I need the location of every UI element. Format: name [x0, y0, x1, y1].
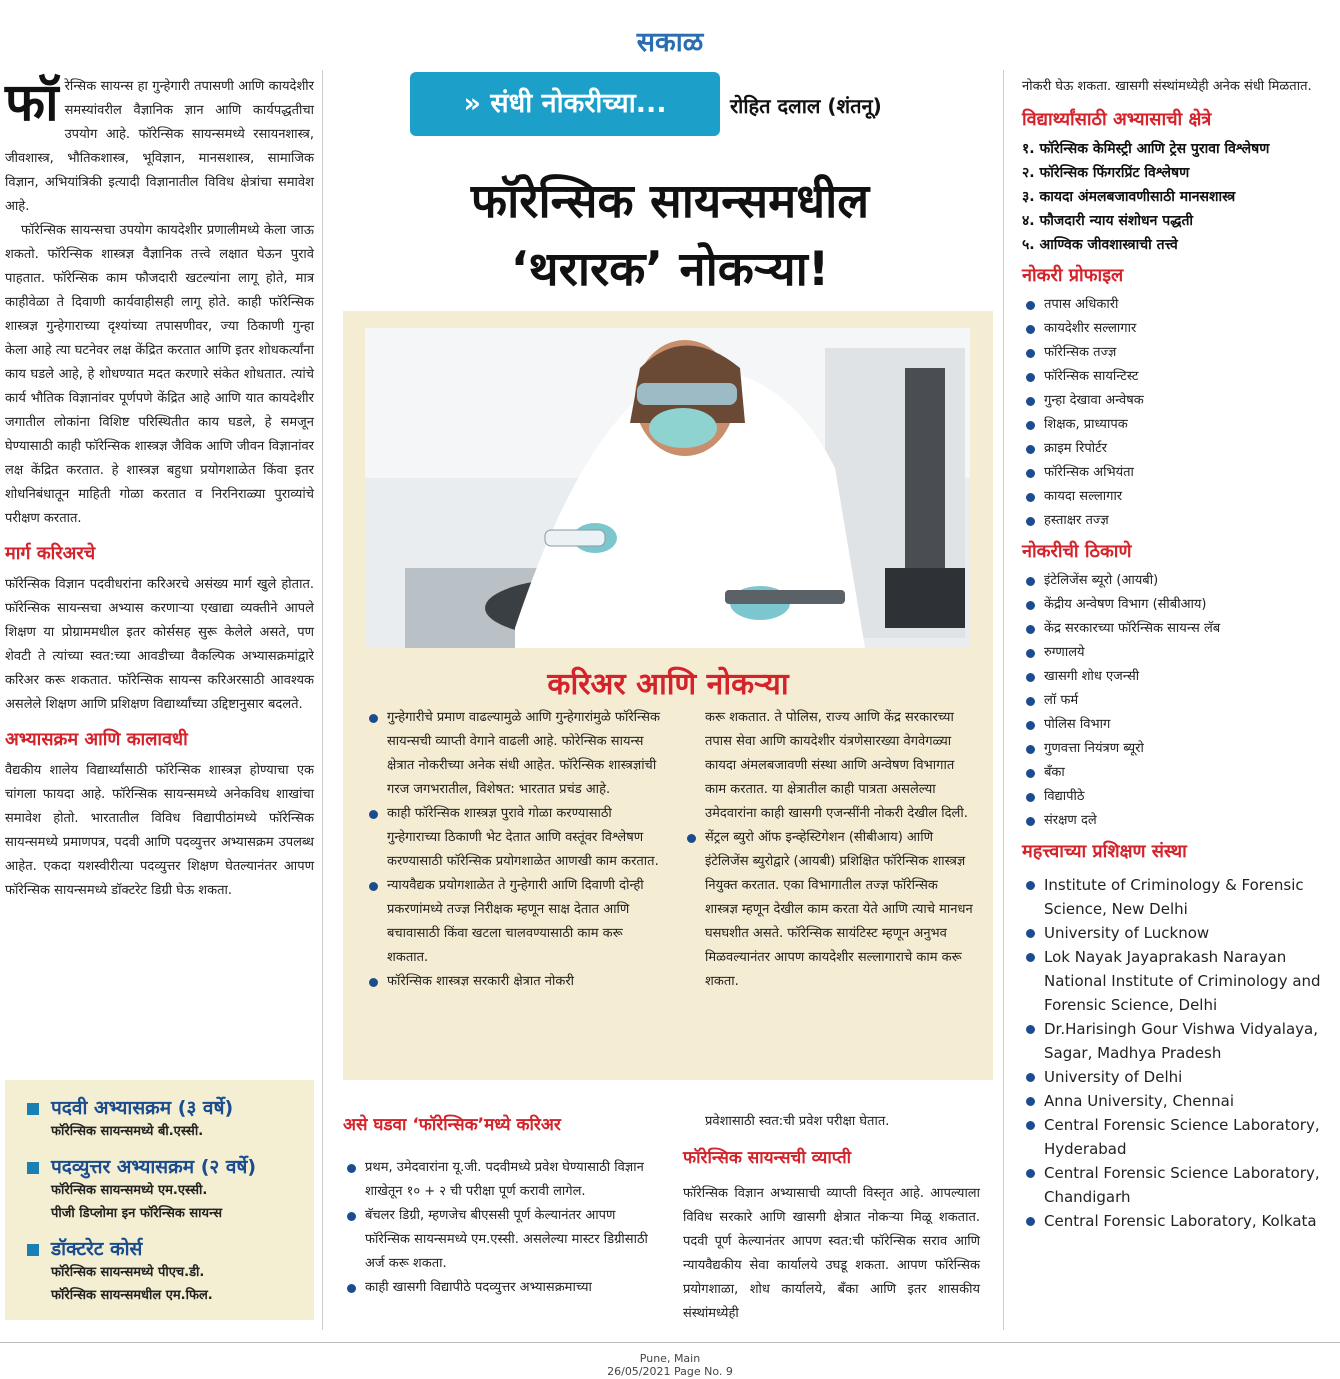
institute-item: Lok Nayak Jayaprakash Narayan National Institute of Criminology and Forensic Science, Delhi [1022, 945, 1334, 1017]
heading-abhyas: अभ्यासक्रम आणि कालावधी [5, 729, 188, 750]
right-column [1022, 75, 1334, 1233]
profile-item: क्राइम रिपोर्टर [1022, 437, 1334, 461]
course-title [27, 1094, 306, 1120]
right-cont-text: नोकरी घेऊ शकता. खासगी संस्थांमध्येही अनेक संधी मिळतात. [1022, 79, 1312, 94]
course-line: फॉरेन्सिक सायन्समध्ये पीएच.डी. [51, 1265, 205, 1280]
profile-item: कायदा सल्लागार [1022, 485, 1334, 509]
heading-kshetra: विद्यार्थ्यांसाठी अभ्यासाची क्षेत्रे [1022, 109, 1212, 130]
ghadva-bullet: काही खासगी विद्यापीठे पदव्युत्तर अभ्यासक्रमाच्या [343, 1276, 663, 1300]
heading-thikane: नोकरीची ठिकाणे [1022, 541, 1132, 562]
footer-edition: Pune, Main [639, 1352, 701, 1365]
ghadva-title: असे घडवा ‘फॉरेन्सिक’मध्ये करिअर [343, 1115, 561, 1135]
vyapti-text: फॉरेन्सिक विज्ञान अभ्यासाची व्याप्ती विस्तृत आहे. आपल्याला विविध सरकारे आणि खासगी क्षेत्रात नोकऱ्या मिळू शकतात. पदवी पूर्ण केल्यानंतर आपण स्वत:ची फॉरेन्सिक सराव आणि न्यायवैद्यकीय सेवा कार्यालये उघडू शकता. आपण फॉरेन्सिक प्रयोगशाळा, शोध कार्यालये, बँका आणि इतर शासकीय संस्थांमध्येही [683, 1186, 980, 1321]
institute-item: University of Delhi [1022, 1065, 1334, 1089]
thikane-item: पोलिस विभाग [1022, 713, 1334, 737]
institute-item: Anna University, Chennai [1022, 1089, 1334, 1113]
thikane-item: केंद्रीय अन्वेषण विभाग (सीबीआय) [1022, 593, 1334, 617]
course-title-text: पदवी अभ्यासक्रम (३ वर्षे) [51, 1097, 234, 1119]
career-bullet: सेंट्रल ब्युरो ऑफ इन्व्हेस्टिगेशन (सीबीआय) आणि इंटेलिजेंस ब्युरोद्वारे (आयबी) प्रशिक्षित फॉरेन्सिक शास्त्रज्ञ नियुक्त करतात. एका विभागातील तज्ज्ञ फॉरेन्सिक शास्त्रज्ञ म्हणून देखील काम करता येते आणि त्याचे मानधन घसघशीत असते. फॉरेन्सिक सायंटिस्ट म्हणून अनुभव मिळवल्यानंतर आपण कायदेशीर सल्लागाराचे काम करू शकता. [683, 826, 973, 994]
square-bullet-icon [27, 1162, 39, 1174]
career-col-2-cont: करू शकतात. ते पोलिस, राज्य आणि केंद्र सरकारच्या तपास सेवा आणि कायदेशीर यंत्रणेसारख्या वेगवेगळ्या कायदा अंमलबजावणी संस्था आणि अन्वेषण विभागात काम करतात. या क्षेत्रातील काही पात्रता असलेल्या उमेदवारांना काही खासगी एजन्सींनी नोकरी देखील दिली. [705, 710, 968, 821]
headline-line-2: ‘थरारक’ नोकऱ्या! [510, 242, 830, 297]
kshetra-item: ५. आण्विक जीवशास्त्राची तत्त्वे [1022, 237, 1178, 253]
career-bullet: काही फॉरेन्सिक शास्त्रज्ञ पुरावे गोळा करण्यासाठी गुन्हेगाराच्या ठिकाणी भेट देतात आणि वस्तूंवर विश्लेषण करण्यासाठी फॉरेन्सिक प्रयोगशाळेत आणखी काम करतात. [365, 802, 660, 874]
series-tag: » संधी नोकरीच्या... [410, 72, 720, 136]
course-line: पीजी डिप्लोमा इन फॉरेन्सिक सायन्स [51, 1206, 223, 1221]
footer-rule [0, 1342, 1340, 1343]
profile-item: कायदेशीर सल्लागार [1022, 317, 1334, 341]
lab-photo [365, 328, 970, 648]
scientist-illustration [365, 328, 970, 648]
column-divider [1003, 70, 1004, 1330]
thikane-item: बँका [1022, 761, 1334, 785]
square-bullet-icon [27, 1244, 39, 1256]
thikane-item: केंद्र सरकारच्या फॉरेन्सिक सायन्स लॅब [1022, 617, 1334, 641]
profile-item: गुन्हा देखावा अन्वेषक [1022, 389, 1334, 413]
career-bullet: गुन्हेगारीचे प्रमाण वाढल्यामुळे आणि गुन्हेगारांमुळे फॉरेन्सिक सायन्सची व्याप्ती वेगाने वाढली आहे. फोरेन्सिक सायन्स क्षेत्रात नोकरीच्या अनेक संधी आहेत. फॉरेन्सिक शास्त्रज्ञांची गरज जगभरातील, विशेषत: भारतात प्रचंड आहे. [365, 706, 660, 802]
kshetra-item: ४. फौजदारी न्याय संशोधन पद्धती [1022, 213, 1194, 229]
thikane-item: गुणवत्ता नियंत्रण ब्यूरो [1022, 737, 1334, 761]
institute-item: Central Forensic Laboratory, Kolkata [1022, 1209, 1334, 1233]
course-line: फॉरेन्सिक सायन्समध्ये बी.एस्सी. [51, 1124, 204, 1139]
thikane-item: खासगी शोध एजन्सी [1022, 665, 1334, 689]
course-title-text: डॉक्टरेट कोर्स [51, 1238, 143, 1260]
thikane-item: रुग्णालये [1022, 641, 1334, 665]
institute-item: Dr.Harisingh Gour Vishwa Vidyalaya, Sagar, Madhya Pradesh [1022, 1017, 1334, 1065]
thikane-item: लॉ फर्म [1022, 689, 1334, 713]
masthead-logo: सकाळ [636, 27, 704, 58]
ghadva-bullet: बॅचलर डिग्री, म्हणजेच बीएससी पूर्ण केल्यानंतर आपण फॉरेन्सिक सायन्समध्ये एम.एस्सी. असलेल्या मास्टर डिग्रीसाठी अर्ज करू शकता. [343, 1204, 663, 1276]
abhyas-text: वैद्यकीय शालेय विद्यार्थ्यांसाठी फॉरेन्सिक शास्त्रज्ञ होण्याचा एक चांगला फायदा आहे. फॉरेन्सिक सायन्समध्ये अनेकविध शाखांचा समावेश होतो. भारतातील विविध विद्यापीठांमध्ये फॉरेन्सिक सायन्समध्ये प्रमाणपत्र, पदवी आणि पदव्युत्तर अभ्यासक्रम उपलब्ध आहेत. एकदा यशस्वीरीत्या पदव्युत्तर शिक्षण घेतल्यानंतर आपण फॉरेन्सिक सायन्समध्ये डॉक्टरेट डिग्री घेऊ शकता. [5, 763, 314, 898]
institute-item: Central Forensic Science Laboratory, Chandigarh [1022, 1161, 1334, 1209]
course-title [27, 1235, 306, 1261]
institute-item: Institute of Criminology & Forensic Science, New Delhi [1022, 873, 1334, 921]
ghadva-list [343, 1156, 663, 1300]
ghadva-cont: प्रवेशासाठी स्वत:ची प्रवेश परीक्षा घेतात. [705, 1114, 890, 1129]
course-line: फॉरेन्सिक सायन्समध्ये एम.एस्सी. [51, 1183, 208, 1198]
profile-item: शिक्षक, प्राध्यापक [1022, 413, 1334, 437]
ghadva-bullet: प्रथम, उमेदवारांना यू.जी. पदवीमध्ये प्रवेश घेण्यासाठी विज्ञान शाखेतून १० + २ ची परीक्षा पूर्ण करावी लागेल. [343, 1156, 663, 1204]
heading-profile: नोकरी प्रोफाइल [1022, 265, 1124, 286]
para-2: फॉरेन्सिक सायन्सचा उपयोग कायदेशीर प्रणालीमध्ये केला जाऊ शकतो. फॉरेन्सिक शास्त्रज्ञ वैज्ञानिक तत्त्वे लक्षात घेऊन पुरावे पाहतात. फॉरेन्सिक काम फौजदारी खटल्यांना लागू होते, मात्र काहीवेळा ते दिवाणी कार्यवाहीसही लागू होते. काही फॉरेन्सिक शास्त्रज्ञ गुन्हेगाराच्या दृश्यांच्या तपासणीवर, ज्या ठिकाणी गुन्हा केला आहे त्या घटनेवर लक्ष केंद्रित करतात आणि इतर शोधकर्त्यांना काय घडले आहे, हे शोधण्यात मदत करणारे संकेत शोधतात. त्यांचे कार्य भौतिक विज्ञानांवर पूर्णपणे केंद्रित आहे आणि यात कायदेशीर जगातील लोकांना विशिष्ट परिस्थितीत काय घडले, हे समजून घेण्यासाठी काही फॉरेन्सिक शास्त्रज्ञ जैविक आणि जीवन विज्ञानांवर लक्ष केंद्रित करतात. हे शास्त्रज्ञ बहुधा प्रयोगशाळेत किंवा इतर शोधनिबंधातून माहिती गोळा करतात व निरनिराळ्या पुराव्यांचे परीक्षण करतात. [5, 223, 314, 526]
institute-item: University of Lucknow [1022, 921, 1334, 945]
headline-line-1: फॉरेन्सिक सायन्समधील [470, 174, 870, 229]
kshetra-item: १. फॉरेन्सिक केमिस्ट्री आणि ट्रेस पुरावा विश्लेषण [1022, 141, 1270, 157]
thikane-item: इंटेलिजेंस ब्यूरो (आयबी) [1022, 569, 1334, 593]
author-name: रोहित दलाल (शंतनू) [730, 94, 882, 118]
course-title [27, 1153, 306, 1179]
heading-marg: मार्ग करिअरचे [5, 543, 96, 564]
career-title: करिअर आणि नोकऱ्या [547, 667, 789, 702]
kshetra-item: ३. कायदा अंमलबजावणीसाठी मानसशास्त्र [1022, 189, 1236, 205]
career-bullet: न्यायवैद्यक प्रयोगशाळेत ते गुन्हेगारी आणि दिवाणी दोन्ही प्रकरणांमध्ये तज्ज्ञ निरीक्षक म्हणून साक्ष देतात आणि बचावासाठी किंवा खटला चालवण्यासाठी काम करू शकतात. [365, 874, 660, 970]
dropcap: फॉ [5, 72, 59, 133]
career-col-2 [683, 706, 973, 994]
career-col-1 [365, 706, 660, 994]
footer [0, 1352, 1340, 1378]
left-column [5, 72, 314, 903]
footer-date-page: 26/05/2021 Page No. 9 [607, 1365, 733, 1378]
institute-item: Central Forensic Science Laboratory, Hyderabad [1022, 1113, 1334, 1161]
heading-sanstha: महत्त्वाच्या प्रशिक्षण संस्था [1022, 841, 1187, 862]
profile-item: तपास अधिकारी [1022, 293, 1334, 317]
column-divider [322, 70, 323, 1330]
vyapti-title: फॉरेन्सिक सायन्सची व्याप्ती [683, 1148, 852, 1168]
course-title-text: पदव्युत्तर अभ्यासक्रम (२ वर्षे) [51, 1156, 257, 1178]
career-bullet: फॉरेन्सिक शास्त्रज्ञ सरकारी क्षेत्रात नोकरी [365, 970, 660, 994]
profile-item: फॉरेन्सिक अभियंता [1022, 461, 1334, 485]
intro-text: रेन्सिक सायन्स हा गुन्हेगारी तपासणी आणि कायदेशीर समस्यांवरील वैज्ञानिक ज्ञान आणि कार्यपद्धतीचा उपयोग आहे. फॉरेन्सिक सायन्समध्ये रसायनशास्त्र, जीवशास्त्र, भौतिकशास्त्र, भूविज्ञान, मानसशास्त्र, सामाजिक विज्ञान, अभियांत्रिकी इत्यादी विज्ञानातील विविध क्षेत्रांचा समावेश आहे. [5, 79, 314, 214]
course-box [5, 1080, 314, 1320]
course-line: फॉरेन्सिक सायन्समधील एम.फिल. [51, 1288, 213, 1303]
profile-item: फॉरेन्सिक सायन्टिस्ट [1022, 365, 1334, 389]
profile-item: हस्ताक्षर तज्ज्ञ [1022, 509, 1334, 533]
thikane-item: विद्यापीठे [1022, 785, 1334, 809]
marg-text: फॉरेन्सिक विज्ञान पदवीधरांना करिअरचे असंख्य मार्ग खुले होतात. फॉरेन्सिक सायन्सचा अभ्यास करणाऱ्या एखाद्या व्यक्तीने आपले शिक्षण या प्रोग्राममधील इतर कोर्ससह सुरू केलेले असते, पण शेवटी ते त्यांच्या स्वत:च्या आवडीच्या वैकल्पिक अभ्यासक्रमांद्वारे करिअर करू शकतात. फॉरेन्सिक सायन्स करिअरसाठी आवश्यक असलेले शिक्षण आणि प्रशिक्षण विद्यार्थ्यांच्या उद्दिष्टानुसार बदलते. [5, 577, 314, 712]
intro-paragraph [5, 72, 314, 219]
profile-item: फॉरेन्सिक तज्ज्ञ [1022, 341, 1334, 365]
square-bullet-icon [27, 1103, 39, 1115]
kshetra-item: २. फॉरेन्सिक फिंगरप्रिंट विश्लेषण [1022, 165, 1190, 181]
thikane-item: संरक्षण दले [1022, 809, 1334, 833]
